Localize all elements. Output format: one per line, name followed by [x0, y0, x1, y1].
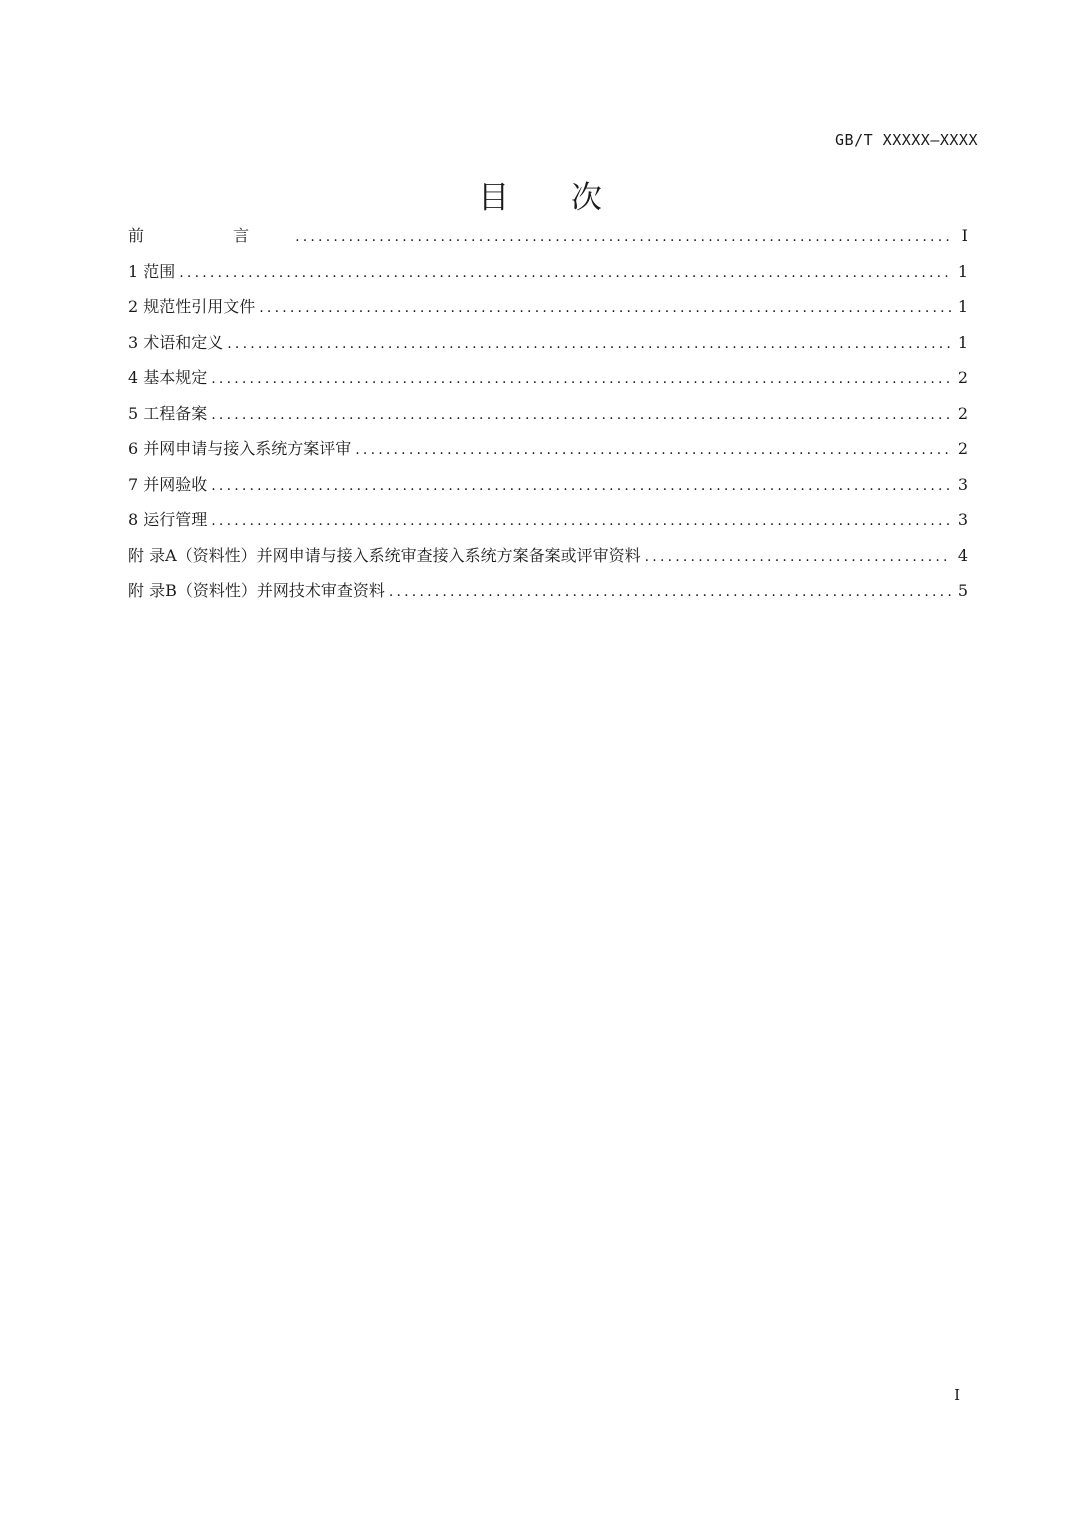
toc-entry-appendix-b[interactable]: [128, 573, 968, 609]
toc-entry-page: 1: [957, 297, 968, 316]
toc-entry-foreword[interactable]: [128, 218, 968, 254]
toc-entry-label: 8 运行管理: [128, 510, 208, 529]
toc-entry-page: 1: [957, 332, 968, 352]
toc-entry-label: 2 规范性引用文件: [128, 297, 256, 316]
toc-entry-label: 5 工程备案: [128, 403, 208, 423]
table-of-contents: [128, 218, 968, 609]
toc-entry-basic-provisions[interactable]: [128, 360, 968, 396]
toc-entry-scope[interactable]: [128, 254, 968, 290]
toc-entry-page: I: [961, 226, 968, 245]
toc-dot-leader: [227, 327, 952, 363]
toc-entry-label: 附 录A（资料性）并网申请与接入系统审查接入系统方案备案或评审资料: [128, 545, 641, 565]
footer-page-number: I: [954, 1386, 960, 1404]
toc-dot-leader: [389, 575, 952, 611]
toc-dot-leader: [179, 256, 952, 292]
toc-entry-label: 前 言: [128, 226, 292, 245]
toc-dot-leader: [211, 469, 952, 505]
toc-entry-project-filing[interactable]: [128, 396, 968, 432]
toc-entry-normative-references[interactable]: [128, 289, 968, 325]
toc-entry-label: 1 范围: [128, 261, 176, 281]
toc-entry-grid-application[interactable]: [128, 431, 968, 467]
toc-entry-grid-acceptance[interactable]: [128, 467, 968, 503]
toc-dot-leader: [211, 398, 952, 434]
toc-entry-label: 7 并网验收: [128, 474, 208, 494]
toc-entry-appendix-a[interactable]: [128, 538, 968, 574]
toc-dot-leader: [259, 291, 952, 327]
toc-entry-page: 2: [957, 403, 968, 423]
toc-entry-page: 3: [957, 510, 968, 529]
toc-dot-leader: [355, 433, 952, 469]
toc-dot-leader: [645, 540, 952, 576]
toc-entry-label: 附 录B（资料性）并网技术审查资料: [128, 581, 385, 600]
toc-entry-operation-management[interactable]: [128, 502, 968, 538]
toc-entry-terms-definitions[interactable]: [128, 325, 968, 361]
toc-dot-leader: [211, 362, 952, 398]
toc-entry-label: 6 并网申请与接入系统方案评审: [128, 439, 352, 458]
toc-entry-page: 2: [957, 368, 968, 387]
page-title: 目 次: [478, 180, 628, 216]
toc-entry-page: 1: [957, 261, 968, 281]
toc-entry-page: 5: [957, 581, 968, 600]
toc-dot-leader: [295, 220, 952, 256]
toc-entry-page: 4: [957, 545, 968, 565]
toc-entry-label: 4 基本规定: [128, 368, 208, 387]
standard-code: GB/T XXXXX—XXXX: [835, 131, 978, 149]
toc-entry-page: 2: [957, 439, 968, 458]
toc-dot-leader: [211, 504, 952, 540]
toc-entry-page: 3: [957, 474, 968, 494]
toc-entry-label: 3 术语和定义: [128, 332, 224, 352]
